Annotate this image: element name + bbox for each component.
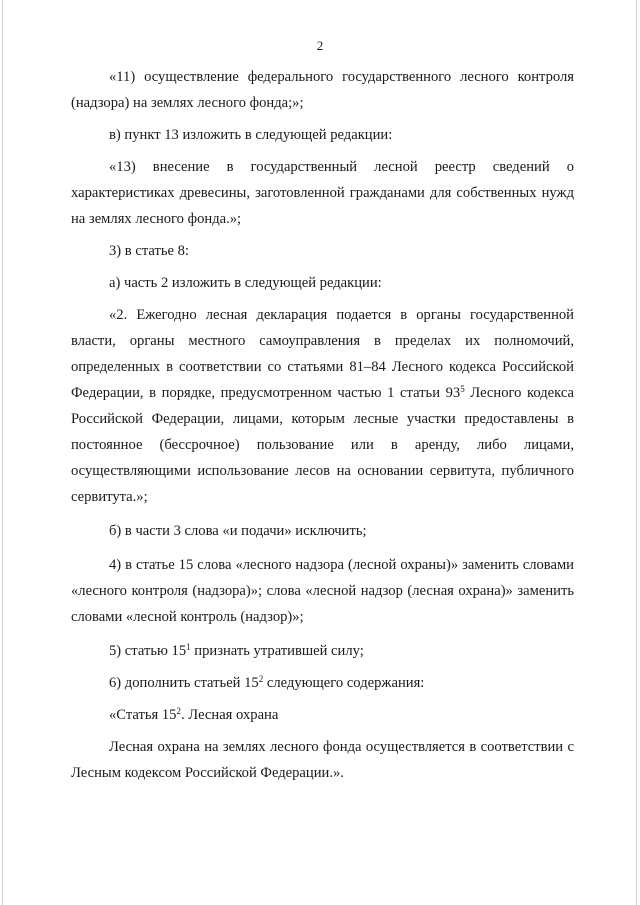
article-heading-text-b: . Лесная охрана bbox=[180, 707, 279, 723]
paragraph-4: 3) в статье 8: bbox=[109, 243, 189, 259]
paragraph-9 bbox=[71, 638, 574, 664]
paragraph-6-superscript: 5 bbox=[460, 384, 465, 394]
paragraph-10-superscript: 2 bbox=[258, 674, 264, 684]
paragraph-6-text-b: Лесного кодекса Российской Федерации, лицами, которым лесные участки предоставлены в постоянное (бессрочное) пользование или в аренду, либо лицами, осуществляющими использование лесов на основании сервитута, публичного сервитута.»; bbox=[71, 385, 574, 505]
paragraph-6-text-a: «2. Ежегодно лесная декларация подается в органы государственной власти, органы местного самоуправления в пределах их полномочий, определенных в соответствии со статьями 81–84 Лесного кодекса Российской Федерации, в порядке, предусмотренном частью 1 статьи 93 bbox=[71, 307, 574, 401]
paragraph-10-text-a: 6) дополнить статьей 15 bbox=[109, 675, 259, 691]
paragraph-9-text-b: признать утратившей силу; bbox=[190, 643, 364, 659]
paragraph-10-text-b: следующего содержания: bbox=[263, 675, 425, 691]
paragraph-9-text-a: 5) статью 15 bbox=[109, 643, 187, 659]
paragraph-10 bbox=[71, 670, 574, 696]
paragraph-5: а) часть 2 изложить в следующей редакции: bbox=[109, 275, 382, 291]
paragraph-3: «13) внесение в государственный лесной реестр сведений о характеристиках древесины, заготовленной гражданами для собственных нужд на землях лесного фонда.»; bbox=[71, 159, 574, 227]
document-body bbox=[71, 64, 574, 786]
paragraph-1: «11) осуществление федерального государственного лесного контроля (надзора) на землях лесного фонда;»; bbox=[71, 69, 574, 111]
paragraph-8: 4) в статье 15 слова «лесного надзора (лесной охраны)» заменить словами «лесного контроля (надзора)»; слова «лесной надзор (лесная охрана)» заменить словами «лесной контроль (надзор)»; bbox=[71, 557, 574, 625]
paragraph-12: Лесная охрана на землях лесного фонда осуществляется в соответствии с Лесным кодексом Российской Федерации.». bbox=[71, 739, 574, 781]
paragraph-9-superscript: 1 bbox=[186, 642, 191, 652]
paragraph-2: в) пункт 13 изложить в следующей редакции: bbox=[109, 127, 393, 143]
paragraph-6 bbox=[71, 302, 574, 510]
article-heading-superscript: 2 bbox=[176, 706, 181, 716]
scan-edge-right bbox=[636, 0, 637, 905]
scan-edge-left bbox=[2, 0, 3, 905]
article-heading-text-a: «Статья 15 bbox=[109, 707, 177, 723]
paragraph-7: б) в части 3 слова «и подачи» исключить; bbox=[109, 523, 367, 539]
page-number: 2 bbox=[316, 38, 324, 53]
article-heading bbox=[71, 702, 574, 728]
